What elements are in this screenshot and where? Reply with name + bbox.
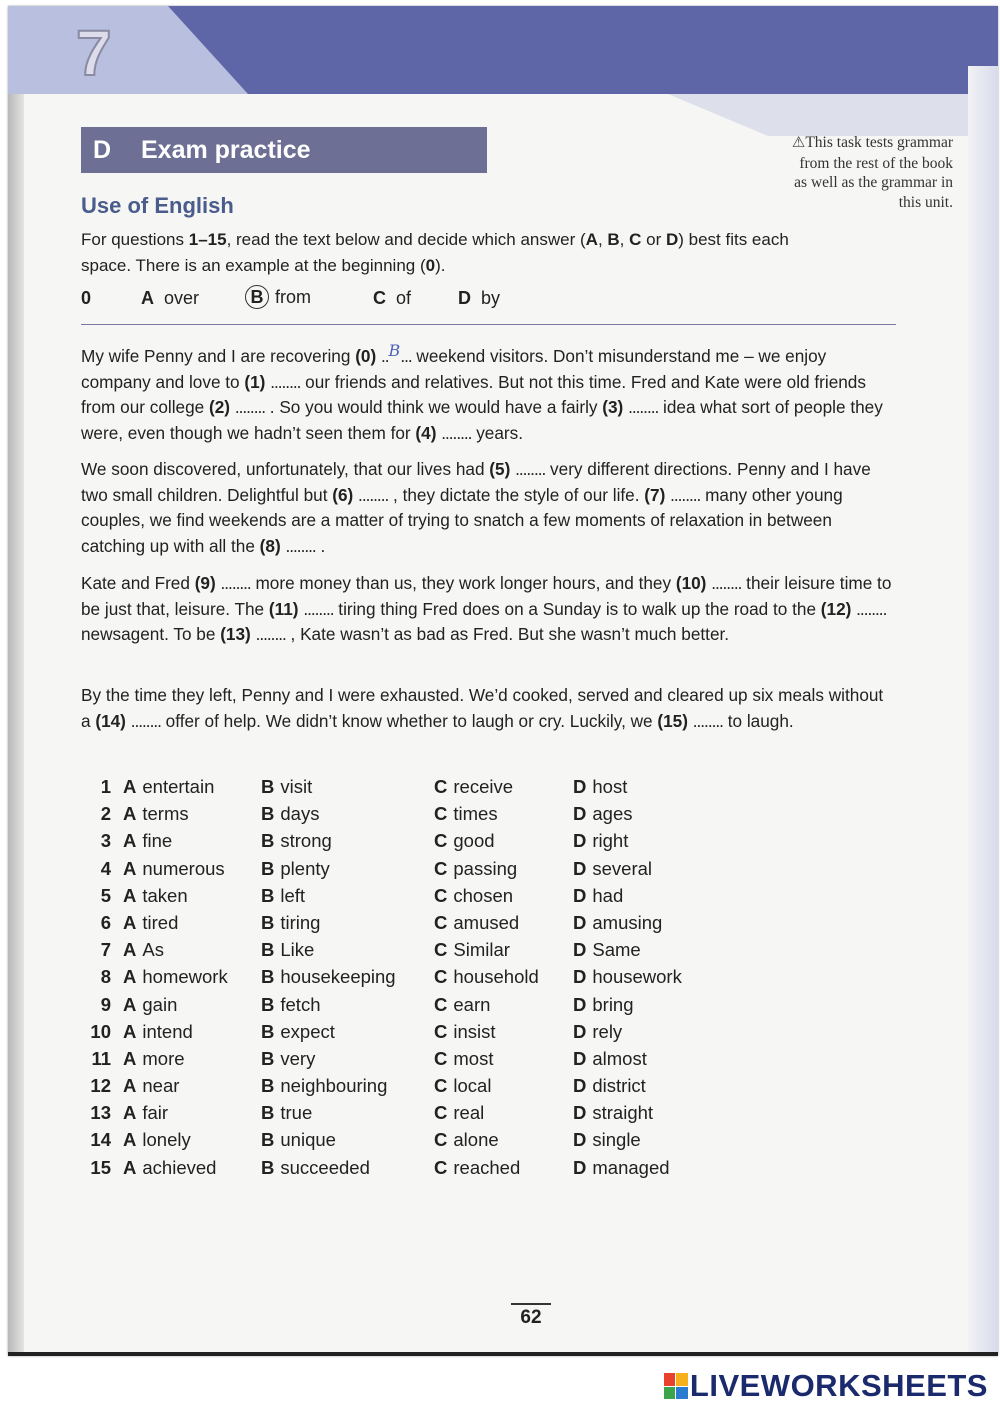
section-header: [81, 127, 487, 173]
logo-square-yellow: [676, 1373, 688, 1386]
warning-triangle-icon: ⚠: [791, 135, 806, 151]
option-row-15: 15 A achieved B succeeded C reached D managed: [90, 1156, 670, 1178]
example-answer-handwritten: B: [388, 341, 401, 360]
option-row-7: 7 A As B Like C Similar D Same: [100, 939, 641, 961]
instructions: For questions 1–15, read the text below and decide which answer (A, B, C or D) best fits each space. There is an example at the beginning (0).: [81, 230, 789, 275]
option-row-4: 4 A numerous B plenty C passing D several: [100, 857, 653, 879]
option-row-5: 5 A taken B left C chosen D had: [100, 884, 624, 906]
gap-13-input[interactable]: ........: [255, 624, 286, 644]
brand-text: LIVEWORKSHEETS: [689, 1368, 988, 1403]
option-row-13: 13 A fair B true C real D straight: [90, 1102, 654, 1124]
example-option-c: C of: [373, 288, 412, 308]
option-row-10: 10 A intend B expect C insist D rely: [90, 1020, 623, 1042]
gap-5-input[interactable]: ........: [515, 459, 546, 479]
text-paragraph-4: By the time they left, Penny and I were exhausted. We’d cooked, served and cleared up six meals without a (14) ........ offer of help. We didn’t know whether to laugh or cry. Luckily, we (15) ........ to laugh.: [81, 685, 884, 731]
gap-2-input[interactable]: ........: [234, 397, 266, 417]
section-title: Exam practice: [141, 135, 311, 164]
text-paragraph-2: We soon discovered, unfortunately, that our lives had (5) ........ very different directions. Penny and I have two small children. Delightful but (6) ........ , they dictate the style of our life. (7) ........ many other young couples, we find weekends are a matter of trying to snatch a few moments of relaxation in between catching up with all the (8) ........ .: [81, 459, 871, 556]
divider-rule: [81, 324, 896, 325]
logo-square-blue: [676, 1387, 688, 1400]
logo-square-green: [664, 1387, 676, 1400]
text-paragraph-1: My wife Penny and I are recovering (0) ..B... weekend visitors. Don’t misunderstand me – we enjoy company and love to (1) ........ our friends and relatives. But not this time. Fred and Kate were old friends from our college (2) ........ . So you would think we would have a fairly (3) ........ idea what sort of people they were, even though we hadn’t seen them for (4) ........ years.: [81, 341, 883, 443]
example-number: 0: [81, 288, 92, 308]
chapter-number: 7: [76, 17, 112, 89]
option-row-2: 2 A terms B days C times D ages: [100, 803, 633, 825]
gap-1-input[interactable]: ........: [270, 371, 301, 392]
gap-6-input[interactable]: ........: [358, 484, 389, 505]
text-paragraph-3: Kate and Fred (9) ........ more money than us, they work longer hours, and they (10) ........ their leisure time to be just that, leisure. The (11) ........ tiring thing Fred does on a Sunday is to walk up the road to the (12) ........ newsagent. To be (13) ........ , Kate wasn’t as bad as Fred. But she wasn’t much better.: [81, 573, 892, 644]
gap-12-input[interactable]: ........: [856, 598, 887, 619]
gap-4-input[interactable]: ........: [441, 422, 472, 443]
page-binding: [8, 6, 24, 1356]
gap-8-input[interactable]: ........: [285, 535, 316, 556]
option-row-14: 14 A lonely B unique C alone D single: [90, 1129, 641, 1151]
page-number: 62: [511, 1303, 551, 1329]
example-option-b-circled: B from: [245, 285, 311, 309]
gap-11-input[interactable]: ........: [303, 598, 334, 619]
gap-9-input[interactable]: ........: [220, 573, 251, 593]
gap-14-input[interactable]: ........: [130, 710, 161, 731]
bottom-rule: [8, 1352, 998, 1356]
example-option-d: D by: [458, 288, 501, 308]
option-row-11: 11 A more B very C most D almost: [91, 1047, 647, 1069]
option-row-9: 9 A gain B fetch C earn D bring: [100, 993, 634, 1015]
gap-10-input[interactable]: ........: [711, 573, 742, 593]
liveworksheets-logo-icon: [664, 1373, 688, 1399]
option-row-6: 6 A tired B tiring C amused D amusing: [100, 911, 663, 933]
options-list: [81, 776, 781, 1184]
gap-7-input[interactable]: ........: [670, 484, 701, 505]
option-row-3: 3 A fine B strong C good D right: [100, 830, 629, 852]
page-edge-strip: [968, 66, 998, 1356]
option-row-8: 8 A homework B housekeeping C household D housework: [100, 966, 682, 988]
gap-15-input[interactable]: ........: [692, 710, 723, 731]
warning-note: [788, 133, 953, 212]
option-row-12: 12 A near B neighbouring C local D district: [90, 1075, 646, 1097]
use-of-english-heading: Use of English: [81, 193, 234, 218]
gap-3-input[interactable]: ........: [628, 397, 659, 417]
logo-square-red: [664, 1373, 676, 1386]
option-row-1: 1 A entertain B visit C receive D host: [100, 776, 628, 797]
example-option-a: A over: [141, 288, 200, 308]
warning-text: This task tests grammar from the rest of the book as well as the grammar in this unit.: [794, 134, 953, 211]
book-page: [8, 6, 998, 1356]
example-row: [81, 286, 901, 314]
liveworksheets-brand[interactable]: [664, 1368, 988, 1404]
header-wedge: [8, 6, 998, 136]
section-letter: D: [93, 135, 112, 164]
